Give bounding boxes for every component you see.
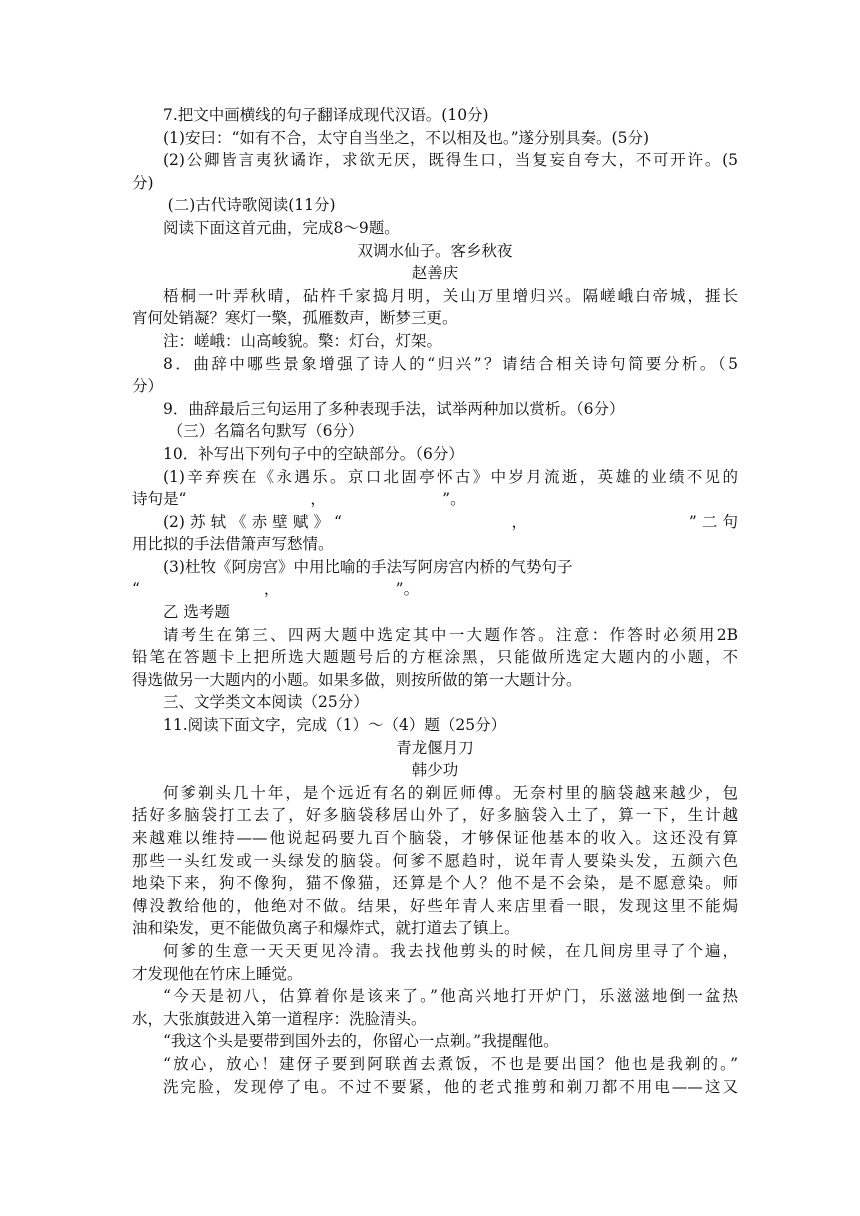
text-line-poem-note: 注：嵯峨：山高峻貌。檠：灯台，灯架。 xyxy=(163,331,443,350)
text-line-p3-1: “今天是初八，估算着你是该来了。”他高兴地打开炉门，乐滋滋地倒一盆热 xyxy=(163,987,738,1006)
text-line-p1-3: 来越难以维持——他说起码要九百个脑袋，才够保证他基本的收入。这还没有算 xyxy=(132,829,738,847)
text-line-p3-2: 水，大张旗鼓进入第一道程序：洗脸清头。 xyxy=(132,1009,427,1028)
text-line-q10-3b: “ ， ”。 xyxy=(132,580,420,599)
text-line-p1-7: 油和染发，更不能做负离子和爆炸式，就打道去了镇上。 xyxy=(132,919,520,938)
text-line-q8a: 8．曲辞中哪些景象增强了诗人的“归兴”？请结合相关诗句简要分析。（5 xyxy=(163,354,738,373)
text-line-poem-intro: 阅读下面这首元曲，完成8～9题。 xyxy=(163,218,400,237)
text-line-q7-2b: 分) xyxy=(132,173,154,192)
text-line-poem-title: 双调水仙子。客乡秋夜 xyxy=(357,241,513,260)
text-line-q10-1a: (1)辛弃疾在《永遇乐。京口北固亭怀古》中岁月流逝，英雄的业绩不见的 xyxy=(163,467,738,486)
text-line-p1-4: 那些一头红发或一头绿发的脑袋。何爹不愿趋时，说年青人要染头发，五颜六色 xyxy=(132,851,738,870)
text-line-story-author: 韩少功 xyxy=(411,761,459,780)
text-line-q10-1b: 诗句是“ ， ”。 xyxy=(132,490,466,509)
text-line-instr-2: 铅笔在答题卡上把所选大题题号后的方框涂黑，只能做所选定大题内的小题，不 xyxy=(132,648,738,667)
text-line-p5: “放心，放心！建伢子要到阿联酋去煮饭，不也是要出国？他也是我剃的。” xyxy=(163,1054,738,1073)
text-line-q10-3a: (3)杜牧《阿房宫》中用比喻的手法写阿房宫内桥的气势句子 xyxy=(163,557,573,576)
text-line-q8b: 分） xyxy=(132,377,164,396)
text-line-part2: 乙 选考题 xyxy=(163,603,230,622)
text-line-instr-1: 请考生在第三、四两大题中选定其中一大题作答。注意：作答时必须用2B xyxy=(163,625,738,644)
text-line-q9: 9．曲辞最后三句运用了多种表现手法，试举两种加以赏析。（6分） xyxy=(163,399,625,418)
text-line-p1-5: 地染下来，狗不像狗，猫不像猫，还算是个人？他不是不会染，是不愿意染。师 xyxy=(132,874,738,893)
text-line-story-title: 青龙偃月刀 xyxy=(396,738,474,757)
text-line-p1-6: 傅没教给他的，他绝对不做。结果，好些年青人来店里看一眼，发现这里不能焗 xyxy=(132,896,738,915)
text-line-poem-1: 梧桐一叶弄秋晴，砧杵千家捣月明，关山万里增归兴。隔嵯峨白帝城，捱长 xyxy=(163,286,738,305)
text-line-q10: 10．补写出下列句子中的空缺部分。（6分） xyxy=(163,444,464,463)
text-line-q7-2a: (2)公卿皆言夷狄谲诈，求欲无厌，既得生口，当复妄自夸大，不可开许。(5 xyxy=(163,151,738,170)
document-body xyxy=(132,104,738,1098)
text-line-instr-3: 得选做另一大题内的小题。如果多做，则按所做的第一大题计分。 xyxy=(132,670,582,689)
text-line-poem-author: 赵善庆 xyxy=(411,264,459,283)
text-line-p6: 洗完脸，发现停了电。不过不要紧，他的老式推剪和剃刀都不用电——这又 xyxy=(163,1077,738,1096)
text-line-sec3-title: （三）名篇名句默写（6分） xyxy=(167,422,364,441)
text-line-q10-2b: 用比拟的手法借箫声写愁情。 xyxy=(132,535,334,554)
text-line-p2-1: 何爹的生意一天天更见冷清。我去找他剪头的时候，在几间房里寻了个遍， xyxy=(163,941,738,960)
text-line-p1-1: 何爹剃头几十年，是个远近有名的剃匠师傅。无奈村里的脑袋越来越少，包 xyxy=(163,783,738,802)
text-line-p4: “我这个头是要带到国外去的，你留心一点剃。”我提醒他。 xyxy=(163,1032,559,1051)
text-line-p1-2: 括好多脑袋打工去了，好多脑袋移居山外了，好多脑袋入土了，算一下，生计越 xyxy=(132,806,738,825)
text-line-q7-title: 7.把文中画横线的句子翻译成现代汉语。(10分) xyxy=(163,106,489,124)
text-line-poem-2: 宵何处销凝？寒灯一檠，孤雁数声，断梦三更。 xyxy=(132,309,458,328)
text-line-q11: 11.阅读下面文字，完成（1）～（4）题（25分） xyxy=(163,716,507,735)
text-line-sec2-title: (二)古代诗歌阅读(11分) xyxy=(167,196,336,215)
text-line-q7-1: (1)安曰：“如有不合，太守自当坐之，不以相及也。”遂分别具奏。(5分) xyxy=(163,128,650,147)
text-line-q10-2a: (2)苏轼《赤壁赋》“ ， ”二句 xyxy=(163,512,738,531)
text-line-p2-2: 才发现他在竹床上睡觉。 xyxy=(132,964,303,983)
text-line-sec-lit: 三、文学类文本阅读（25分） xyxy=(163,693,369,712)
